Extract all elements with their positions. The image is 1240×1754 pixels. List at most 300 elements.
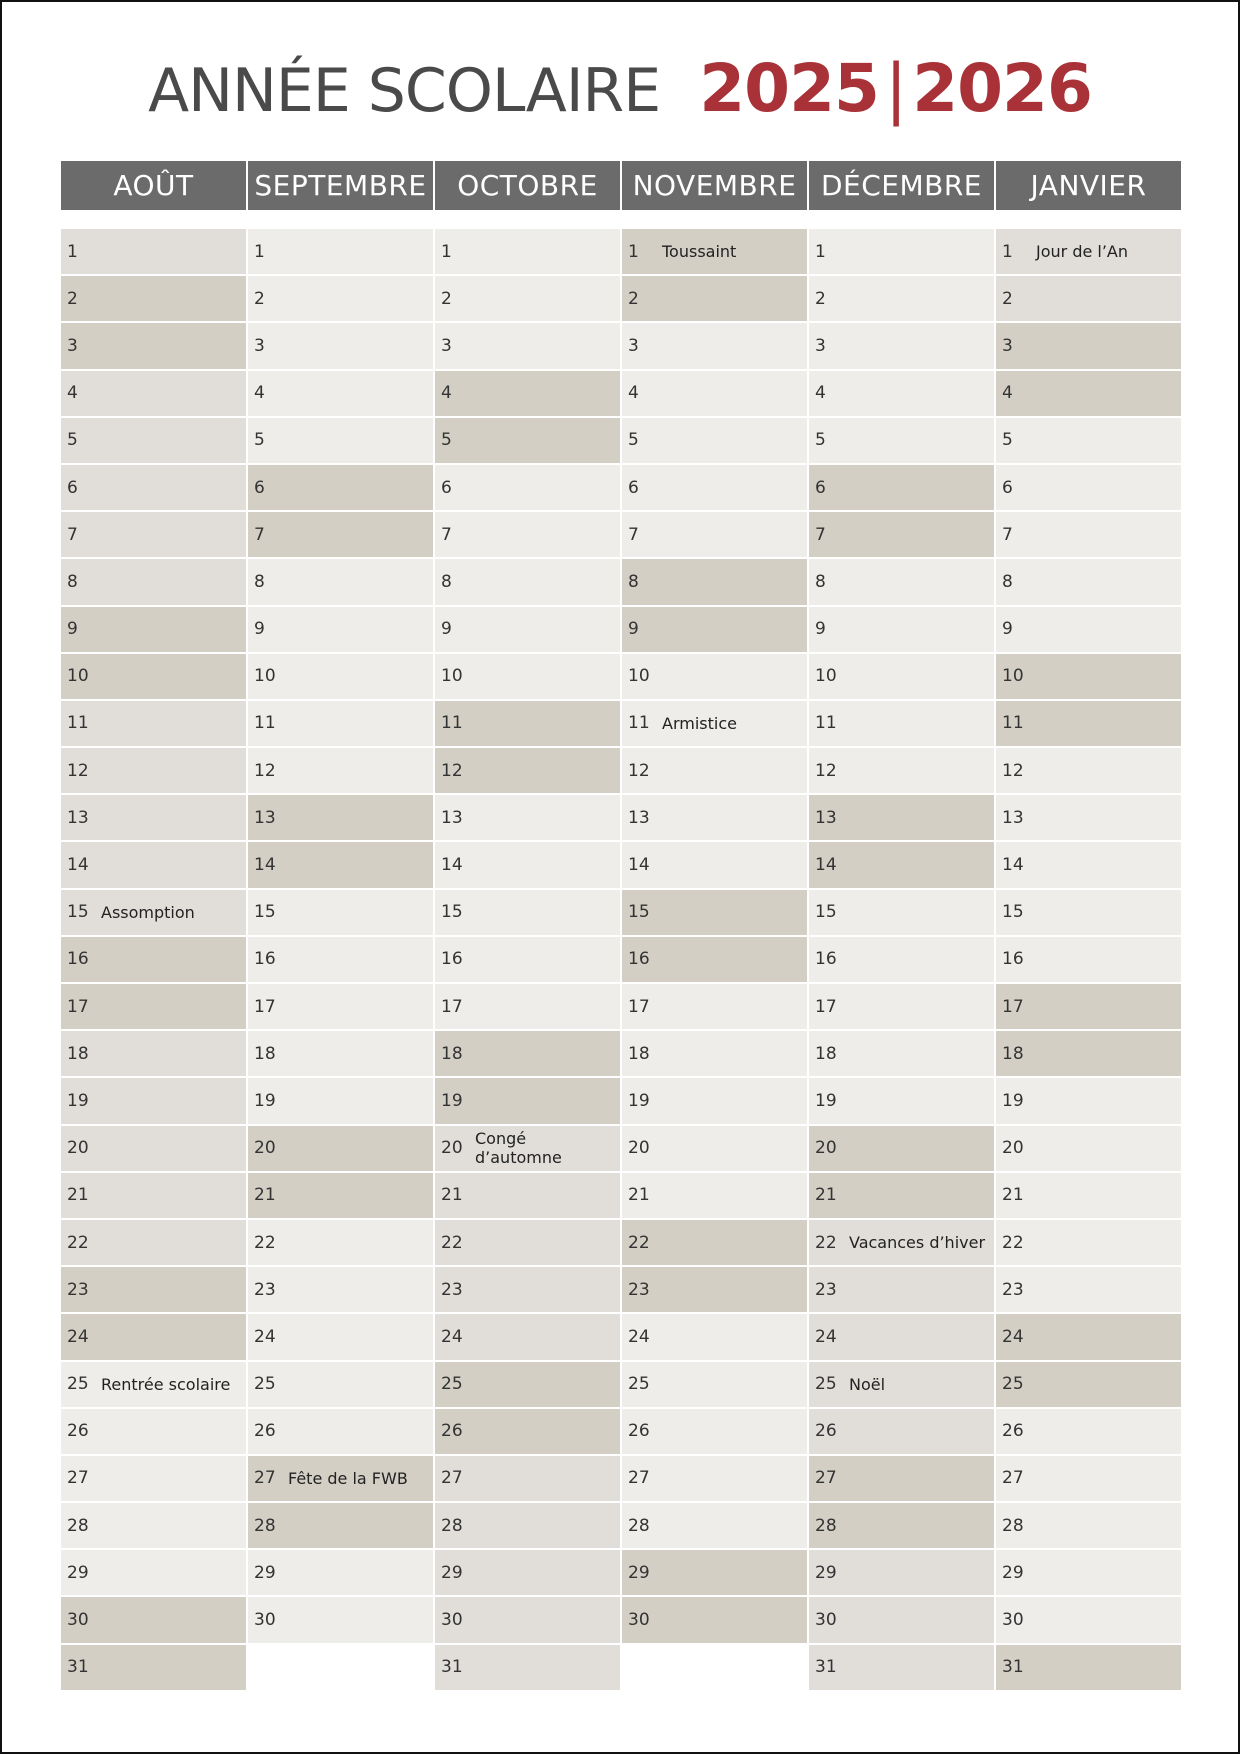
day-number: 4	[1002, 383, 1013, 404]
month-column	[61, 161, 246, 1692]
day-number: 8	[254, 571, 265, 592]
day-cell	[622, 1597, 807, 1642]
day-number: 9	[441, 619, 452, 640]
day-cell	[809, 323, 994, 368]
day-number: 2	[815, 288, 826, 309]
day-cell	[996, 1220, 1181, 1265]
day-number: 9	[254, 619, 265, 640]
day-cell	[61, 1550, 246, 1595]
day-cell	[435, 1597, 620, 1642]
day-cell	[61, 748, 246, 793]
day-number: 4	[67, 383, 78, 404]
day-number: 27	[628, 1468, 650, 1489]
title-year-start: 2025	[699, 50, 879, 127]
day-cell	[435, 890, 620, 935]
day-cell	[61, 1031, 246, 1076]
day-number: 19	[441, 1090, 463, 1111]
day-cell	[809, 654, 994, 699]
day-cell	[622, 842, 807, 887]
event-label: Toussaint	[662, 242, 737, 262]
day-number: 13	[254, 807, 276, 828]
day-cell	[248, 1078, 433, 1123]
title-year-end: 2026	[912, 50, 1092, 127]
day-cell	[622, 1503, 807, 1548]
day-cell	[996, 465, 1181, 510]
day-number: 27	[1002, 1468, 1024, 1489]
day-number: 9	[628, 619, 639, 640]
day-cell	[996, 559, 1181, 604]
day-number: 13	[1002, 807, 1024, 828]
day-number: 19	[815, 1090, 837, 1111]
day-number: 2	[628, 288, 639, 309]
day-number: 30	[628, 1610, 650, 1631]
day-number: 24	[441, 1326, 463, 1347]
day-number: 9	[815, 619, 826, 640]
day-number: 24	[67, 1326, 89, 1347]
day-cell	[248, 512, 433, 557]
day-cell	[809, 1078, 994, 1123]
day-cell	[996, 1550, 1181, 1595]
day-number: 6	[254, 477, 265, 498]
day-cell	[248, 276, 433, 321]
day-number: 4	[628, 383, 639, 404]
day-cell	[809, 1597, 994, 1642]
day-number: 9	[1002, 619, 1013, 640]
day-list	[622, 229, 807, 1643]
day-number: 3	[628, 335, 639, 356]
day-cell	[248, 748, 433, 793]
day-number: 14	[67, 855, 89, 876]
day-cell	[61, 890, 246, 935]
day-cell	[248, 1362, 433, 1407]
day-cell	[622, 795, 807, 840]
day-cell	[996, 1314, 1181, 1359]
day-number: 18	[628, 1043, 650, 1064]
day-number: 23	[67, 1279, 89, 1300]
day-cell	[61, 701, 246, 746]
month-column	[809, 161, 994, 1692]
day-cell	[809, 1267, 994, 1312]
day-number: 16	[254, 949, 276, 970]
day-number: 6	[815, 477, 826, 498]
day-number: 9	[67, 619, 78, 640]
day-number: 11	[1002, 713, 1024, 734]
day-number: 10	[254, 666, 276, 687]
day-cell	[996, 1503, 1181, 1548]
day-number: 26	[815, 1421, 837, 1442]
day-number: 27	[254, 1468, 276, 1489]
day-cell	[61, 1220, 246, 1265]
day-cell	[248, 1220, 433, 1265]
day-number: 3	[815, 335, 826, 356]
day-number: 6	[441, 477, 452, 498]
day-number: 28	[1002, 1515, 1024, 1536]
day-cell	[435, 607, 620, 652]
day-cell	[996, 418, 1181, 463]
day-number: 8	[628, 571, 639, 592]
day-number: 12	[1002, 760, 1024, 781]
day-cell	[435, 1456, 620, 1501]
day-cell	[248, 1409, 433, 1454]
day-number: 20	[628, 1138, 650, 1159]
day-number: 8	[441, 571, 452, 592]
day-cell	[248, 418, 433, 463]
day-number: 18	[441, 1043, 463, 1064]
day-cell	[622, 1409, 807, 1454]
page-title	[2, 50, 1238, 127]
day-cell	[622, 937, 807, 982]
day-cell	[61, 512, 246, 557]
day-number: 20	[441, 1138, 463, 1159]
day-number: 10	[628, 666, 650, 687]
day-number: 13	[441, 807, 463, 828]
day-cell	[622, 512, 807, 557]
day-cell	[435, 1645, 620, 1690]
day-cell	[809, 748, 994, 793]
day-cell	[622, 748, 807, 793]
title-years	[699, 50, 1092, 127]
day-number: 29	[1002, 1562, 1024, 1583]
day-cell	[996, 842, 1181, 887]
day-cell	[435, 937, 620, 982]
day-cell	[61, 229, 246, 274]
event-label: Rentrée scolaire	[101, 1374, 231, 1394]
day-number: 1	[67, 241, 78, 262]
day-number: 30	[1002, 1610, 1024, 1631]
day-number: 11	[254, 713, 276, 734]
day-number: 19	[1002, 1090, 1024, 1111]
day-number: 13	[67, 807, 89, 828]
day-cell	[996, 323, 1181, 368]
day-cell	[996, 748, 1181, 793]
day-cell	[248, 984, 433, 1029]
day-cell	[996, 1597, 1181, 1642]
day-cell	[996, 1031, 1181, 1076]
day-cell	[809, 937, 994, 982]
day-cell	[435, 559, 620, 604]
day-cell	[61, 1314, 246, 1359]
day-cell	[435, 795, 620, 840]
event-label: Vacances d’hiver	[849, 1233, 986, 1253]
day-cell	[248, 1314, 433, 1359]
day-number: 22	[628, 1232, 650, 1253]
day-cell	[622, 701, 807, 746]
day-number: 25	[254, 1374, 276, 1395]
day-cell	[61, 654, 246, 699]
day-number: 27	[815, 1468, 837, 1489]
day-number: 10	[441, 666, 463, 687]
month-column	[996, 161, 1181, 1692]
day-cell	[61, 418, 246, 463]
day-number: 30	[441, 1610, 463, 1631]
day-cell	[435, 1362, 620, 1407]
day-cell	[622, 607, 807, 652]
day-number: 2	[1002, 288, 1013, 309]
day-cell	[61, 1267, 246, 1312]
day-cell	[622, 1550, 807, 1595]
day-number: 15	[815, 902, 837, 923]
title-main: ANNÉE SCOLAIRE	[148, 56, 661, 126]
day-cell	[996, 371, 1181, 416]
day-number: 23	[1002, 1279, 1024, 1300]
day-number: 12	[441, 760, 463, 781]
day-cell	[435, 1031, 620, 1076]
day-cell	[809, 1362, 994, 1407]
day-number: 20	[815, 1138, 837, 1159]
day-number: 29	[815, 1562, 837, 1583]
day-number: 25	[815, 1374, 837, 1395]
day-number: 13	[628, 807, 650, 828]
day-cell	[809, 795, 994, 840]
day-cell	[996, 1456, 1181, 1501]
day-number: 27	[67, 1468, 89, 1489]
day-number: 15	[67, 902, 89, 923]
day-number: 21	[815, 1185, 837, 1206]
day-number: 23	[628, 1279, 650, 1300]
day-number: 31	[441, 1657, 463, 1678]
day-cell	[622, 1126, 807, 1171]
day-cell	[61, 607, 246, 652]
day-number: 24	[815, 1326, 837, 1347]
day-cell	[61, 1173, 246, 1218]
event-label: Congé d’automne	[475, 1129, 562, 1168]
month-header: NOVEMBRE	[622, 161, 807, 210]
day-cell	[996, 276, 1181, 321]
event-label: Noël	[849, 1374, 886, 1394]
day-number: 6	[628, 477, 639, 498]
day-cell	[809, 984, 994, 1029]
day-cell	[61, 1409, 246, 1454]
day-cell	[61, 1456, 246, 1501]
day-cell	[435, 1220, 620, 1265]
day-cell	[435, 1126, 620, 1171]
day-cell	[809, 701, 994, 746]
day-cell	[996, 1362, 1181, 1407]
title-separator: |	[884, 50, 907, 127]
day-number: 31	[67, 1657, 89, 1678]
day-cell	[809, 1550, 994, 1595]
day-number: 30	[254, 1610, 276, 1631]
day-number: 28	[441, 1515, 463, 1536]
day-cell	[248, 1173, 433, 1218]
day-cell	[435, 654, 620, 699]
day-number: 4	[441, 383, 452, 404]
day-number: 23	[815, 1279, 837, 1300]
day-number: 17	[628, 996, 650, 1017]
day-cell	[248, 371, 433, 416]
day-cell	[996, 937, 1181, 982]
day-number: 16	[441, 949, 463, 970]
day-number: 17	[441, 996, 463, 1017]
day-cell	[622, 1220, 807, 1265]
day-number: 15	[1002, 902, 1024, 923]
day-number: 15	[628, 902, 650, 923]
day-number: 3	[1002, 335, 1013, 356]
day-cell	[809, 842, 994, 887]
day-cell	[809, 607, 994, 652]
day-number: 14	[628, 855, 650, 876]
day-number: 30	[67, 1610, 89, 1631]
day-cell	[61, 371, 246, 416]
day-cell	[996, 984, 1181, 1029]
day-cell	[248, 654, 433, 699]
day-number: 15	[254, 902, 276, 923]
day-number: 4	[254, 383, 265, 404]
day-cell	[622, 371, 807, 416]
day-cell	[809, 1456, 994, 1501]
day-cell	[622, 559, 807, 604]
day-number: 21	[254, 1185, 276, 1206]
day-cell	[248, 1126, 433, 1171]
day-number: 17	[67, 996, 89, 1017]
day-number: 26	[628, 1421, 650, 1442]
day-cell	[435, 984, 620, 1029]
day-cell	[622, 1456, 807, 1501]
day-cell	[809, 1220, 994, 1265]
day-number: 7	[67, 524, 78, 545]
day-number: 12	[628, 760, 650, 781]
day-cell	[622, 890, 807, 935]
day-cell	[809, 512, 994, 557]
day-number: 28	[67, 1515, 89, 1536]
day-number: 29	[67, 1562, 89, 1583]
day-number: 12	[254, 760, 276, 781]
day-number: 24	[254, 1326, 276, 1347]
day-cell	[622, 1173, 807, 1218]
day-cell	[435, 1409, 620, 1454]
day-cell	[248, 465, 433, 510]
day-cell	[622, 1314, 807, 1359]
day-number: 22	[67, 1232, 89, 1253]
day-number: 20	[1002, 1138, 1024, 1159]
day-number: 4	[815, 383, 826, 404]
day-cell	[622, 229, 807, 274]
day-number: 18	[67, 1043, 89, 1064]
day-number: 29	[441, 1562, 463, 1583]
day-number: 20	[254, 1138, 276, 1159]
day-cell	[248, 1031, 433, 1076]
day-list	[809, 229, 994, 1690]
day-number: 21	[628, 1185, 650, 1206]
event-label: Armistice	[662, 713, 737, 733]
day-cell	[996, 512, 1181, 557]
day-number: 23	[254, 1279, 276, 1300]
day-cell	[622, 1078, 807, 1123]
day-number: 25	[628, 1374, 650, 1395]
day-cell	[996, 1078, 1181, 1123]
day-number: 26	[67, 1421, 89, 1442]
day-number: 31	[815, 1657, 837, 1678]
day-cell	[809, 1503, 994, 1548]
day-cell	[61, 1078, 246, 1123]
day-number: 1	[441, 241, 452, 262]
day-number: 6	[67, 477, 78, 498]
day-cell	[61, 559, 246, 604]
day-number: 18	[815, 1043, 837, 1064]
day-cell	[435, 1314, 620, 1359]
day-number: 30	[815, 1610, 837, 1631]
day-number: 5	[441, 430, 452, 451]
day-cell	[248, 1503, 433, 1548]
day-cell	[809, 418, 994, 463]
day-cell	[996, 701, 1181, 746]
day-number: 22	[1002, 1232, 1024, 1253]
day-number: 23	[441, 1279, 463, 1300]
day-cell	[248, 842, 433, 887]
day-number: 11	[441, 713, 463, 734]
calendar-grid	[61, 161, 1181, 1692]
day-cell	[435, 1503, 620, 1548]
day-cell	[435, 371, 620, 416]
day-cell	[622, 276, 807, 321]
day-cell	[248, 890, 433, 935]
day-list	[996, 229, 1181, 1690]
day-number: 11	[628, 713, 650, 734]
day-number: 11	[67, 713, 89, 734]
month-column	[248, 161, 433, 1692]
day-cell	[435, 748, 620, 793]
day-number: 14	[254, 855, 276, 876]
day-cell	[996, 229, 1181, 274]
day-number: 5	[67, 430, 78, 451]
day-number: 5	[815, 430, 826, 451]
day-cell	[435, 1550, 620, 1595]
day-number: 15	[441, 902, 463, 923]
day-number: 7	[628, 524, 639, 545]
day-number: 10	[67, 666, 89, 687]
day-cell	[996, 1409, 1181, 1454]
day-number: 24	[1002, 1326, 1024, 1347]
day-cell	[809, 371, 994, 416]
day-cell	[809, 1173, 994, 1218]
day-number: 13	[815, 807, 837, 828]
day-cell	[61, 984, 246, 1029]
day-number: 25	[1002, 1374, 1024, 1395]
day-number: 5	[1002, 430, 1013, 451]
day-number: 20	[67, 1138, 89, 1159]
day-cell	[809, 890, 994, 935]
day-number: 1	[628, 241, 639, 262]
day-cell	[61, 1126, 246, 1171]
day-number: 26	[254, 1421, 276, 1442]
day-number: 19	[254, 1090, 276, 1111]
day-number: 16	[67, 949, 89, 970]
day-cell	[809, 229, 994, 274]
day-cell	[61, 276, 246, 321]
month-column	[435, 161, 620, 1692]
day-cell	[435, 465, 620, 510]
day-cell	[996, 607, 1181, 652]
day-cell	[61, 323, 246, 368]
day-number: 8	[815, 571, 826, 592]
day-cell	[435, 1267, 620, 1312]
day-number: 2	[254, 288, 265, 309]
day-cell	[61, 465, 246, 510]
day-cell	[435, 229, 620, 274]
day-number: 28	[628, 1515, 650, 1536]
day-number: 7	[815, 524, 826, 545]
day-cell	[622, 654, 807, 699]
event-label: Assomption	[101, 902, 195, 922]
day-number: 25	[441, 1374, 463, 1395]
day-number: 11	[815, 713, 837, 734]
day-cell	[435, 276, 620, 321]
day-number: 5	[254, 430, 265, 451]
day-number: 28	[815, 1515, 837, 1536]
day-number: 21	[1002, 1185, 1024, 1206]
day-number: 16	[1002, 949, 1024, 970]
day-cell	[248, 701, 433, 746]
